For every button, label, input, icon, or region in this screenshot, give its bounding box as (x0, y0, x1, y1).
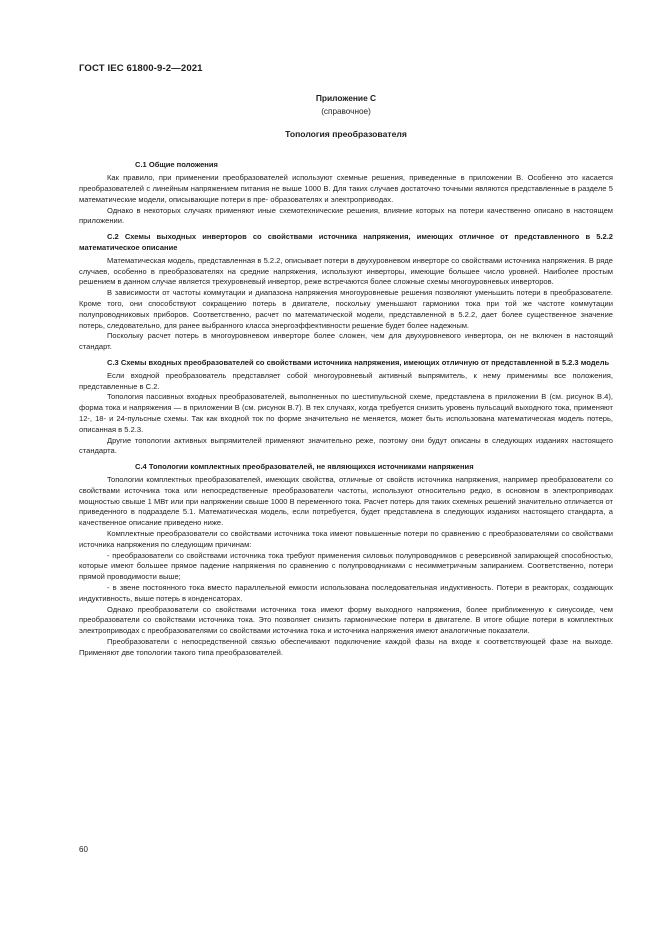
section-heading: С.1 Общие положения (135, 160, 218, 169)
section-heading: С.4 Топологии комплектных преобразователей, не являющихся источниками напряжения (135, 461, 474, 471)
paragraph: Другие топологии активных выпрямителей применяют значительно реже, поэтому они будут описаны в следующих изданиях настоящего стандарта. (79, 435, 613, 456)
paragraph: Как правило, при применении преобразователей используют схемные решения, приведенные в приложении В. Особенно это касается преобразователей с линейным напряжением питания не выше 1000 В. Для таких случаев достаточно точными являются представленные в разделе 5 математические модели, описывающие потери в пре- образователях и электроприводах. (79, 173, 613, 204)
paragraph: Топология пассивных входных преобразователей, выполненных по шестипульсной схеме, представлена в приложении В (см. рисунок В.4), форма тока и напряжения — в приложении В (см. рисунок В.7). В тех случаях, когда требуется снизить уровень пульсаций выходного тока, применяют 12-, 18- и 24-пульсные схемы. Так как входной ток по форме значительно не меняется, может быть использована математическая модель потерь, описанная в 5.2.3. (79, 392, 613, 434)
section-heading: С.2 Схемы выходных инверторов со свойствами источника напряжения, имеющих отличное от представленного в 5.2.2 математическое описание (79, 231, 613, 252)
appendix-subtitle: (справочное) (321, 107, 371, 116)
document-title: Топология преобразователя (285, 129, 407, 139)
paragraph: Комплектные преобразователи со свойствами источника тока имеют повышенные потери по сравнению с преобразователями со свойствами источника напряжения по следующим причинам: (79, 529, 613, 549)
page-number: 60 (79, 845, 88, 854)
appendix-heading (79, 92, 613, 118)
paragraph: Если входной преобразователь представляет собой многоуровневый активный выпрямитель, к нему применимы все положения, представленные в С.2. (79, 370, 613, 391)
appendix-title: Приложение С (315, 93, 377, 103)
document-body (79, 160, 613, 659)
paragraph: Преобразователи с непосредственной связью обеспечивают подключение каждой фазы на входе к соответствующей фазе на выходе. Применяют две топологии такого типа преобразователей. (79, 636, 613, 657)
paragraph: Поскольку расчет потерь в многоуровневом инверторе более сложен, чем для двухуровневого инвертора, он не включен в настоящий стандарт. (79, 331, 613, 352)
paragraph: Математическая модель, представленная в 5.2.2, описывает потери в двухуровневом инверторе со свойствами источника напряжения. В ряде случаев, особенно в преобразователях на средние напряжения, используют инверторы, имеющие большее число уровней. Наиболее простым решением в данном случае является трехуровневый инвертор, реже встречаются более сложные схемы многоуровневых инверторов. (79, 255, 613, 287)
paragraph: В зависимости от частоты коммутации и диапазона напряжения многоуровневые решения позволяют уменьшить потери в преобразователе. Кроме того, они способствуют сокращению потерь в двигателе, поскольку уменьшают гармоники тока при той же частоте коммутации полупроводниковых приборов. Соответственно, расчет по математической модели, представленной в 5.2.2, дает более существенное значение потерь, следовательно, для ранее выбранного класса энергоэффективности решение будет более надежным. (79, 288, 613, 330)
list-item: - преобразователи со свойствами источника тока требуют применения силовых полупроводников с реверсивной запирающей способностью, которые имеют большее прямое падение напряжения по сравнению с полупроводниками с несимметричным запиранием. Соответственно, потери прямой проводимости выше; (79, 550, 613, 582)
section-heading: С.3 Схемы входных преобразователей со свойствами источника напряжения, имеющих отличную от представленной в 5.2.3 модель (107, 357, 610, 367)
paragraph: Однако в некоторых случаях применяют иные схемотехнические решения, влияние которых на потери качественно описано в настоящем приложении. (79, 205, 613, 226)
standard-header: ГОСТ IEC 61800-9-2—2021 (79, 63, 203, 74)
list-item: - в звене постоянного тока вместо параллельной емкости использована последовательная индуктивность. Потери в реакторах, создающих индуктивность, выше потерь в конденсаторах. (79, 582, 613, 603)
paragraph: Топологии комплектных преобразователей, имеющих свойства, отличные от свойств источника напряжения, например преобразователи со свойствами источника тока или непосредственные преобразователи частоты, используют относительно редко, в основном в электроприводах мощностью свыше 1 МВт или при напряжении свыше 1000 В переменного тока. Расчет потерь для таких схемных решений значительно отличается от приведенного в подразделе 5.1. Математическая модель, если потребуется, будет представлена в следующих изданиях настоящего стандарта, а качественное описание приведено ниже. (79, 475, 613, 528)
paragraph: Однако преобразователи со свойствами источника тока имеют форму выходного напряжения, более приближенную к синусоиде, чем преобразователи со свойствами источника тока. Это позволяет снизить гармонические потери в двигателе. В итоге общие потери в комплектных электроприводах с преобразователями со свойствами источника тока и источника напряжения имеют аналогичные показатели. (79, 604, 613, 636)
